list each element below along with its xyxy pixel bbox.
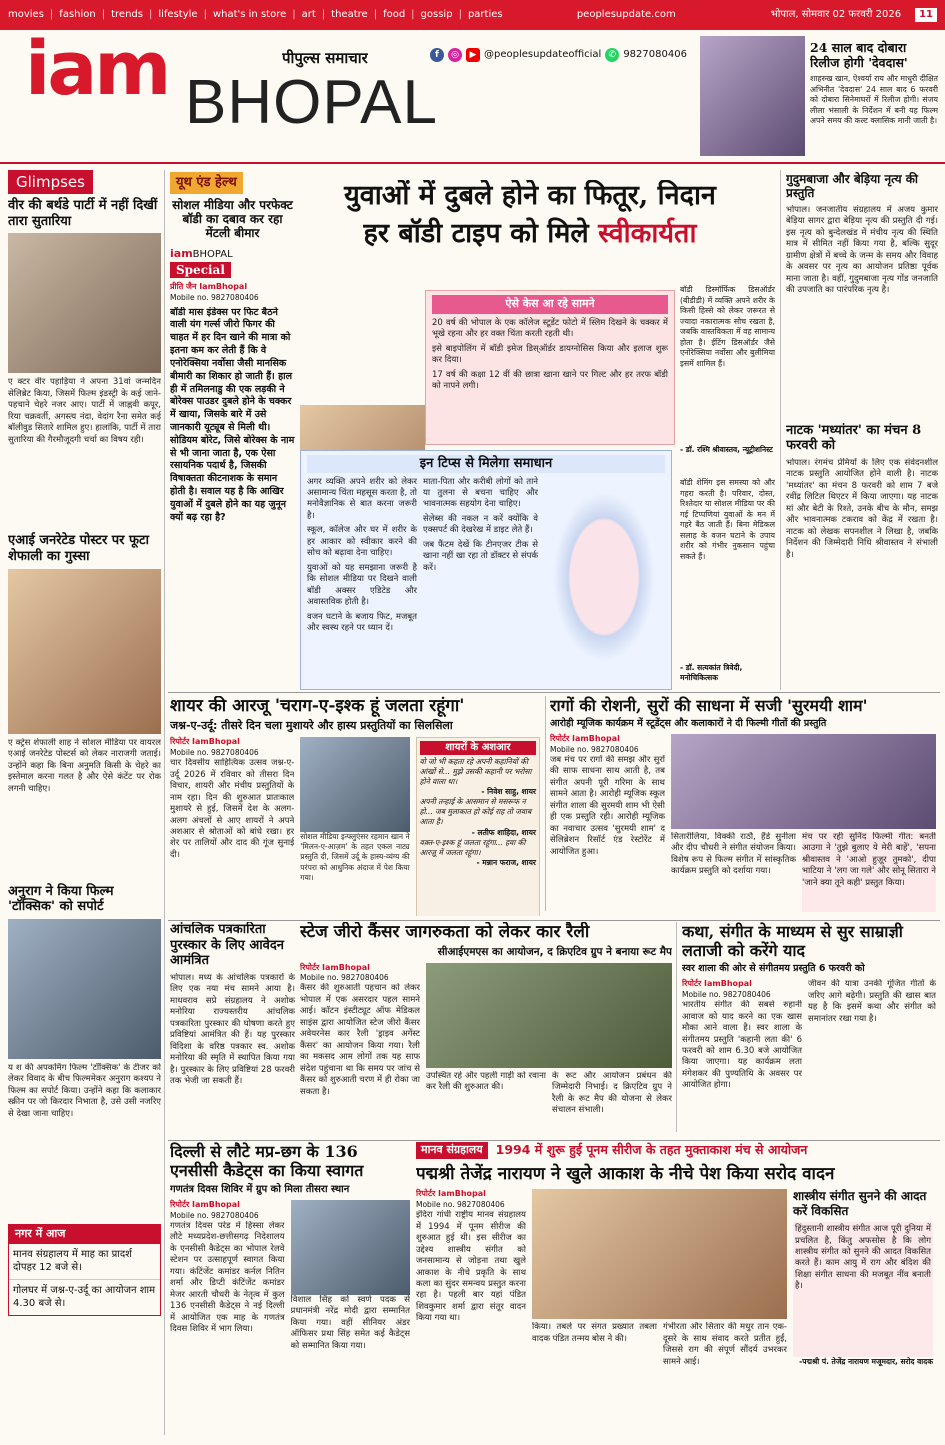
vir-photo (8, 233, 161, 373)
manav-label: मानव संग्रहालय (416, 1142, 488, 1159)
case-2: इसे बाइपोलिंग में बॉडी इमेज डिस्ऑर्डर डायग्नोसिस किया और इलाज शुरू कर दिया। (432, 343, 668, 366)
social-handle[interactable]: @peoplesupdateofficial (484, 49, 602, 61)
glimpse2-title: एआई जनरेटेड पोस्टर पर फूटा शेफाली का गुस्सा (8, 533, 149, 565)
manav-topline: 1994 में शुरू हुई पूनम सीरीज के तहत मुक्ताकाश मंच से आयोजन (495, 1142, 808, 1157)
quote-2-by: - लतीफ शाहिदा, शायर (471, 827, 536, 837)
car-rally-photo (426, 963, 672, 1068)
shayar-headline: शायर की आरजू 'चराग-ए-इश्क हूं जलता रहूंगा' (170, 696, 465, 716)
cancer-section (300, 922, 672, 1137)
youth-byline: प्रीति जैन IamBhopal (170, 281, 248, 291)
lata-divider (676, 922, 677, 1132)
expert2-box (680, 478, 775, 688)
devdas-photo (700, 36, 805, 156)
lata-headline: कथा, संगीत के माध्यम से सुर साम्राज्ञी लताजी को करेंगे याद (682, 922, 903, 961)
youtube-icon[interactable]: ▶ (466, 48, 480, 62)
cancer-sub: सीआईएमएस का आयोजन, द क्रिएटिव ग्रुप ने बनाया रूट मैप (437, 946, 672, 959)
glimpse2-text: ए क्ट्रेस शेफाली शाह ने सोशल मीडिया पर वायरल एआई जनरेटेड पोस्टर्स को लेकर नाराजगी जताई। उन्होंने कहा कि बिना अनुमति किसी के चेहरे का इस्तेमाल करना गलत है और ऐसे कंटेंट पर रोक लगनी चाहिए। (8, 737, 161, 794)
anurag-photo (8, 919, 161, 1059)
shayar-photo (300, 737, 409, 832)
manav-side (793, 1189, 933, 1405)
manav-text: इंदिरा गांधी राष्ट्रीय मानव संग्रहालय में 1994 में पूनम सीरीज की शुरुआत हुई थी। इस सीरीज का उद्देश्य शास्त्रीय संगीत को जनसामान्य से जोड़ना तथा खुले आकाश के नीचे प्रकृति के साथ कला का सुंदर समन्वय प्रस्तुत करना रहा है। पहली बार यहां पंडित शिवकुमार शर्मा द्वारा संतूर वादन किया गया था। (416, 1210, 526, 1324)
tip-6: सेलेब्स की नकल न करें क्योंकि वे एक्सपर्ट की देखरेख में डाइट लेते हैं। (423, 513, 538, 536)
nav-lifestyle[interactable]: lifestyle (158, 9, 198, 21)
lata-section (682, 922, 938, 1137)
expert2-name: - डॉ. सत्यकांत त्रिवेदी, मनोचिकित्सक (680, 663, 743, 683)
expert1-quote: बॉडी डिस्मॉर्फिक डिसऑर्डर (बीडीडी) में व्यक्ति अपने शरीर के किसी हिस्से को लेकर जरूरत से ज्यादा नकारात्मक सोच रखता है, जबकि वास्तविकता में वह सामान्य होता है। ईटिंग डिसऑर्डर जैसे एनोरेक्सिया नर्वोसा और बुलीमिया इसमें शामिल हैं। (680, 285, 775, 368)
youth-headline-2: हर बॉडी टाइप को मिले (363, 218, 589, 250)
whatsapp-icon[interactable]: ✆ (605, 48, 619, 62)
raag-photo (671, 734, 936, 829)
glimpse1-title: वीर की बर्थडे पार्टी में नहीं दिखीं तारा सुतारिया (8, 198, 158, 229)
tip-2: स्कूल, कॉलेज और घर में शरीर के हर आकार को स्वीकार करने की सोच को बढ़ावा देना चाहिए। (307, 525, 417, 559)
nav-movies[interactable]: movies (8, 9, 44, 21)
rule-2 (168, 920, 940, 921)
raag-quote: मंच पर रही सुनिंद फिल्मी गीत: बनती आउगा ने 'तुझे बुलाए ये मेरी बाहें', 'सपना श्रीवास्तव ने 'आओ हुज़ूर तुमको', दीपा भाटिया ने 'लग जा गले' और सोनू सितारा ने 'जाने क्या तूने कही' प्रस्तुत किया। (802, 832, 936, 912)
social-strip (430, 48, 687, 62)
tips-box (300, 450, 672, 690)
manav-headline: पद्मश्री तेजेंद्र नारायण ने खुले आकाश के नीचे पेश किया सरोद वादन (416, 1163, 835, 1184)
lata-byline: रिपोर्टर IamBhopal (682, 979, 752, 989)
raag-section (550, 696, 940, 916)
tip-3: युवाओं को यह समझाना जरूरी है कि सोशल मीडिया पर दिखने वाली बॉडी अक्सर एडिटेड और अवास्तविक होती है। (307, 562, 417, 608)
nav-art[interactable]: art (301, 9, 316, 21)
nav-trends[interactable]: trends (111, 9, 143, 21)
masthead-rule (0, 162, 945, 164)
logo-city: BHOPAL (185, 72, 438, 134)
manav-section (416, 1142, 938, 1440)
quote-2: अपनी तन्हाई के आसमान से मसरूफ न हो... जब मुलाकात हो कोई राह तो जवाब आता है। (419, 797, 532, 827)
cancer-mobile: Mobile no. 9827080406 (300, 973, 389, 983)
rule-3 (168, 1140, 940, 1141)
quote-1: वो जो भी कहता रहे अपनी कहानियों की आंखों से... मुझे उसकी कहानी पर भरोसा होने वाला था। (419, 756, 532, 786)
shefali-photo (8, 569, 161, 734)
logo-iam: iam (25, 36, 169, 103)
ncc-sub: गणतंत्र दिवस शिविर में ग्रुप को मिला तीसरा स्थान (170, 1184, 350, 1196)
paper-name: पीपुल्स समाचार (282, 49, 368, 67)
glimpse1-text: ए क्टर वीर पहाड़िया ने अपना 31वां जन्मदिन सेलिब्रेट किया, जिसमें फिल्म इंडस्ट्री के कई जाने-पहचाने चेहरे नजर आए। पार्टी में जाह्नवी कपूर, रिया चक्रवर्ती, अगस्त्य नंदा, वेदांग रैना समेत कई बॉलीवुड सितारे शामिल हुए। हालांकि, पार्टी में तारा सुतारिया की गैरमौजूदगी चर्चा का विषय रही। (8, 377, 161, 445)
right-divider (780, 170, 781, 690)
youth-headline (300, 180, 760, 290)
youth-mobile: Mobile no. 9827080406 (170, 292, 259, 302)
cancer-byline: रिपोर्टर IamBhopal (300, 962, 370, 972)
glimpse3-text: य श की अपकमिंग फिल्म 'टॉक्सिक' के टीजर को लेकर विवाद के बीच फिल्ममेकर अनुराग कश्यप ने फिल्म का सपोर्ट किया। उन्होंने कहा कि कलाकार स्क्रीन पर जो किरदार निभाता है, उसे उसी नजरिए से देखा जाना चाहिए। (8, 1062, 161, 1119)
tip-5: माता-पिता और करीबी लोगों को ताने या तुलना से बचना चाहिए और भावनात्मक सहयोग देना चाहिए। (423, 476, 538, 510)
shayar-caption: सोशल मीडिया इन्फ्लुएंसर रहमान खान ने 'मिलन-ए-आज़म' के तहत एकल नाट्य प्रस्तुति दी, जिसमें उर्दू के हास्य-व्यंग्य की परंपरा को आधुनिक अंदाज में पेश किया गया। (300, 832, 410, 882)
nav-theatre[interactable]: theatre (331, 9, 368, 21)
nav-fashion[interactable]: fashion (59, 9, 96, 21)
quote-3-by: - मन्नान फराज, शायर (476, 857, 536, 867)
youth-headline-1: युवाओं में दुबले होने का फितूर, निदान (344, 180, 716, 211)
page-number: 11 (915, 8, 937, 22)
naagar-item-2: गोलघर में जश्न-ए-उर्दू का आयोजन शाम 4.30 बजे से। (9, 1279, 160, 1315)
youth-headline-accent: स्वीकार्यता (598, 218, 697, 250)
shayar-text: चार दिवसीय साहित्यिक उत्सव जश्न-ए-उर्दू 2026 में रविवार को तीसरा दिन विचार, शायरी और मंचीय प्रस्तुतियों के नाम रहा। दिन की शुरुआत प्रातःकाल मुशायरे से हुई, जिसमें देश के अलग-अलग अंचलों से आए शायरों ने अपने अशआर से श्रोताओं को बांधे रखा। हर शेर पर तालियों और दाद की गूंज सुनाई दी। (170, 758, 295, 860)
shayar-quote-head: शायरों के अशआर (420, 741, 536, 755)
lata-text2: जीवन की यात्रा उनकी गूंजित गीतों के जरिए आगे बढ़ेगी। प्रस्तुति की खास बात यह है कि इसमें कथा और संगीत को समानांतर रखा गया है। (808, 979, 936, 1024)
shayar-section (170, 696, 540, 916)
youth-lead: बॉडी मास इंडेक्स पर फिट बैठने वाली यंग गर्ल्स जीरो फिगर की चाहत में हर दिन खाने की मात्रा को इतना कम कर लेती हैं कि वे एनोरेक्सिया नर्वोसा जैसी मानसिक बीमारी का शिकार हो जाती हैं। हाल ही में तमिलनाडु की एक लड़की ने बोरेक्स पाउडर दुबले होने के चक्कर में खाया, जिसके बारे में उसे जानकारी यूट्यूब से मिली थी। सोडियम बोरेट, जिसे बोरेक्स के नाम से भी जाना जाता है, एक ऐसा रसायनिक पदार्थ है, जिसकी विषाक्तता कीटनाशक के समान होती है। सवाल यह है कि आखिर युवाओं में दुबले होने का यह जुनून क्यों बढ़ रहा है? (170, 306, 295, 523)
case-3: 17 वर्ष की कक्षा 12 वीं की छात्रा खाना खाने पर गिल्ट और हर तरफ बॉडी को नापने लगी। (432, 369, 668, 392)
special-tag: iamBHOPAL Special (170, 246, 233, 277)
tip-7: जब फैंटम देखें कि टीनएजर टीक से खाना नहीं खा रहा तो डॉक्टर से संपर्क करें। (423, 539, 538, 573)
ncc-text: गणतंत्र दिवस परेड में हिस्सा लेकर लौटे मध्यप्रदेश-छत्तीसगढ़ निदेशालय के एनसीसी कैडेट्स का भोपाल रेलवे स्टेशन पर उत्साहपूर्ण स्वागत किया गया। कंटिंजेंट कमांडर कर्नल नितिन शर्मा और डिप्टी कंटिंजेंट कमांडर मेजर आरती चौधरी के नेतृत्व में कुल 136 एनसीसी कैडेट्स ने नई दिल्ली में आयोजित एक माह के गणतंत्र दिवस शिविर में भाग लिया। (170, 1220, 285, 1335)
manav-side-title: शास्त्रीय संगीत सुनने की आदत करें विकसित (793, 1189, 927, 1218)
aanchalik-title: आंचलिक पत्रकारिता पुरस्कार के लिए आवेदन आमंत्रित (170, 922, 284, 969)
expert2-quote: बॉडी शेमिंग इस समस्या को और गहरा करती है। परिवार, दोस्त, रिश्तेदार या सोशल मीडिया पर की गई टिप्पणियां युवाओं के मन में गहरे बैठ जाती हैं। बिना मेडिकल सलाह के वजन घटाने के उपाय शरीर को गंभीर नुकसान पहुंचा सकते हैं। (680, 478, 775, 561)
shayar-quotes (416, 737, 540, 916)
right1-text: भोपाल। जनजातीय संग्रहालय में अजय कुमार बेड़िया सागर द्वारा बेड़िया नृत्य की प्रस्तुति दी गई। इस नृत्य को बुन्देलखंड में मंचीय नृत्य की स्थिति मात्र में सीमित नहीं किया गया है, बल्कि सुदूर ग्रामीण क्षेत्रों में बच्चे के जन्म के समय और विवाह के अवसर पर नृत्य का आयोजन प्रतिष्ठा पूर्वक माना जाता है। वहीं, गुदुमबाजा नृत्य गोंड जनजाति की उपजाति का पारंपरिक नृत्य है। (786, 204, 938, 296)
raag-divider (545, 696, 546, 911)
manav-mobile: Mobile no. 9827080406 (416, 1200, 505, 1210)
nav-food[interactable]: food (383, 9, 406, 21)
cases-head: ऐसे केस आ रहे सामने (432, 295, 668, 314)
quote-1-by: - निवेश साहु, शायर (481, 787, 536, 797)
ncc-byline: रिपोर्टर IamBhopal (170, 1199, 240, 1209)
right2-text: भोपाल। रंगमंच प्रेमियों के लिए एक संवेदनशील नाटक प्रस्तुति आयोजित होने वाली है। नाटक 'मध्यांतर' का मंचन 8 फरवरी को शाम 7 बजे रवींद्र लिटिल थिएटर में किया जाएगा। यह नाटक मां और बेटी के रिश्ते, उनके बीच के मौन, समझ और भावनात्मक टकराव को केंद्र में रखता है। नाटक को लेखक सपनशील ने लिखा है, जबकि निर्देशन की जिम्मेदारी निधि श्रीवास्तव ने संभाली है। (786, 457, 938, 560)
shayar-mobile: Mobile no. 9827080406 (170, 748, 259, 758)
col-divider (164, 170, 165, 1435)
sarod-photo (532, 1189, 787, 1319)
aanchalik-text: भोपाल। मध्य के आंचलिक पत्रकारों के लिए एक नया मंच सामने आया है। माधवराव सप्रे संग्रहालय ने अशोक मनोरिया राज्यस्तरीय आंचलिक पत्रकारिता पुरस्कार की घोषणा करते हुए प्रविष्टियां आमंत्रित की हैं। यह पुरस्कार विदिशा के वरिष्ठ पत्रकार स्व. अशोक मनोरिया की स्मृति में स्थापित किया गया है। पुरस्कार के लिए प्रविष्टियां 28 फरवरी तक भेजी जा सकती हैं। (170, 972, 295, 1086)
raag-text2: सितारीलिया, विक्की राठौ, हैंडे सुनीला और दीप चौधरी ने संगीत संयोजन किया। विशेष रूप से फिल्म संगीत में सांस्कृतिक कार्यक्रम प्रस्तुति को दर्शाया गया। (671, 832, 796, 877)
shayar-sub: जश्न-ए-उर्दू: तीसरे दिन चला मुशायरे और हास्य प्रस्तुतियों का सिलसिला (170, 719, 453, 733)
lata-mobile: Mobile no. 9827080406 (682, 989, 771, 999)
instagram-icon[interactable]: ◎ (448, 48, 462, 62)
glimpse3-title: अनुराग ने किया फिल्म 'टॉक्सिक' को सपोर्ट (8, 883, 114, 915)
site-url[interactable]: peoplesupdate.com (576, 9, 676, 21)
cancer-text2: के रूट और आयोजन प्रबंधन की जिम्मेदारी निभाई। द क्रिएटिव ग्रुप ने रैली के रूट मैप की योजना से लेकर संचालन संभाली। (552, 1070, 672, 1115)
mid-rule (168, 692, 940, 693)
tip-1: अगर व्यक्ति अपने शरीर को लेकर असामान्य चिंता महसूस करता है, तो मनोवैज्ञानिक से बात करना जरूरी है। (307, 476, 417, 521)
top-bar (0, 0, 945, 30)
section-nav: movies | fashion | trends | lifestyle | what's in store | art | theatre | food | gossip | parties (8, 9, 503, 21)
ncc-headline: दिल्ली से लौटे मप्र-छग के 136 एनसीसी कैडेट्स का किया स्वागत (170, 1142, 364, 1181)
shayar-byline: रिपोर्टर IamBhopal (170, 737, 240, 747)
manav-side-by: -पद्मश्री पं. तेजेंद्र नारायण मजूमदार, सरोद वादक (799, 1357, 933, 1367)
mirror-illustration (544, 477, 664, 677)
expert1-box (680, 285, 775, 475)
cancer-headline: स्टेज जीरो कैंसर जागरुकता को लेकर कार रैली (300, 922, 590, 942)
ncc-photo (291, 1200, 410, 1295)
devdas-title: 24 साल बाद दोबारा रिलीज होगी 'देवदास' (810, 40, 908, 70)
manav-caption: किया। तबले पर संगत प्रख्यात तबला वादक पंडित तन्मय बोस ने की। (532, 1322, 657, 1344)
raag-byline: रिपोर्टर IamBhopal (550, 734, 620, 743)
ncc-section (170, 1142, 410, 1440)
cancer-text: कैंसर की शुरुआती पहचान को लेकर भोपाल में एक असरदार पहल सामने आई। कॉटन इंस्टीट्यूट ऑफ मेडिकल साइंस द्वारा आयोजित स्टेज जीरो कैंसर अवेयरनेस कार रैली 'ड्राइव अगेंस्ट कैंसर' का आयोजन किया गया। रैली का मकसद आम लोगों तक यह साफ संदेश पहुंचाना था कि समय पर जांच से कैंसर को शुरुआती चरण में ही रोका जा सकता है। (300, 983, 420, 1097)
cases-box (425, 290, 675, 445)
cancer-caption: उपस्थित रहे और पहली गाड़ी को रवाना कर रैली की शुरुआत की। (426, 1070, 546, 1093)
nav-whats-in-store[interactable]: what's in store (212, 9, 287, 21)
manav-side-text: हिंदुस्तानी शास्त्रीय संगीत आज पूरी दुनिया में प्रचलित है, किंतु अफसोस है कि लोग शास्त्रीय संगीत को सुनने की आदत विकसित करते हैं। काम आयु में राग और बंदिश की शिक्षा संगीत साधना की मजबूत नींव बनाती है। (793, 1222, 933, 1357)
right-column (786, 172, 938, 692)
raag-text: जब मंच पर रागों की समझ और सुरों की साफ साधना साथ आती है, तब संगीत अपनी पूरी गरिमा के साथ सामने आता है। आरोही म्यूजिक स्कूल संगीत शाला की सुरमयी शाम भी ऐसी ही एक प्रस्तुति रही। आरोही म्यूजिक का नवाचार उत्सव 'सुरमयी शाम' द सेलिब्रेशन रिसॉर्ट एंड रेस्टोरेंट में आयोजित हुआ। (550, 754, 665, 857)
naagar-box (8, 1224, 161, 1316)
glimpses-label: Glimpses (8, 170, 93, 194)
phone-number: 9827080406 (623, 49, 687, 61)
lata-sub: स्वर शाला की ओर से संगीतमय प्रस्तुति 6 फरवरी को (682, 963, 865, 975)
raag-headline: रागों की रोशनी, सुरों की साधना में सजी 'सुरमयी शाम' (550, 696, 868, 715)
nav-gossip[interactable]: gossip (420, 9, 453, 21)
naagar-label: नगर में आज (9, 1225, 160, 1244)
nav-parties[interactable]: parties (467, 9, 503, 21)
youth-subtitle: सोशल मीडिया और परफेक्ट बॉडी का दबाव कर रहा मेंटली बीमार (172, 197, 293, 241)
manav-byline: रिपोर्टर IamBhopal (416, 1189, 486, 1199)
youth-section (170, 172, 295, 672)
raag-sub: आरोही म्यूजिक कार्यक्रम में स्टूडेंट्स और कलाकारों ने दी फिल्मी गीतों की प्रस्तुति (550, 718, 827, 730)
youth-label: यूथ एंड हेल्थ (170, 172, 243, 194)
date-line: भोपाल, सोमवार 02 फरवरी 2026 (770, 9, 902, 21)
aanchalik-section (170, 922, 295, 1137)
naagar-item-1: मानव संग्रहालय में माह का प्रादर्श दोपहर 12 बजे से। (13, 1248, 132, 1274)
ncc-text2: विशाल सिंह को स्वर्ण पदक से प्रधानमंत्री नरेंद्र मोदी द्वारा सम्मानित किया गया। वहीं सीनियर अंडर ऑफिसर प्रथा सिंह समेत कई कैडेट्स को सम्मानित किया गया। (290, 1294, 410, 1351)
case-1: 20 वर्ष की भोपाल के एक कॉलेज स्टूडेंट फोटो में स्लिम दिखने के चक्कर में भूखे रहना और हर वक्त चिंता करती रहती थी। (432, 317, 668, 340)
right2-title: नाटक 'मध्यांतर' का मंचन 8 फरवरी को (786, 422, 922, 454)
devdas-story (810, 40, 938, 160)
special-label: Special (170, 262, 231, 278)
facebook-icon[interactable]: f (430, 48, 444, 62)
manav-text2: गंभीरता और सितार की मधुर तान एक-दूसरे के साथ संवाद करते प्रतीत हुईं, जिससे राग की संपूर्ण सौंदर्य उभरकर सामने आई। (663, 1322, 787, 1367)
tip-4: वजन घटाने के बजाय फिट, मजबूत और स्वस्थ रहने पर ध्यान दें। (307, 611, 417, 634)
tips-head: इन टिप्स से मिलेगा समाधान (307, 455, 665, 473)
raag-mobile: Mobile no. 9827080406 (550, 744, 639, 754)
devdas-text: शाहरुख खान, ऐश्वर्या राय और माधुरी दीक्षित अभिनीत 'देवदास' 24 साल बाद 6 फरवरी को दोबारा सिनेमाघरों में रिलीज होगी। संजय लीला भंसाली के निर्देशन में बनी यह फिल्म अपने समय की कल्ट क्लासिक मानी जाती है। (810, 74, 938, 126)
quote-3: वक़्त-ए-इश्क हूं जलता रहूंगा... हवा की आरज़ू में जलता रहूंगा। (419, 837, 526, 857)
expert1-name: - डॉ. रश्मि श्रीवास्तव, न्यूट्रीशनिस्ट (680, 445, 773, 454)
right1-title: गुदुमबाजा और बेड़िया नृत्य की प्रस्तुति (786, 172, 919, 201)
glimpses-column (8, 170, 161, 1440)
ncc-mobile: Mobile no. 9827080406 (170, 1210, 259, 1220)
lata-text: भारतीय संगीत की सबसे रुहानी आवाज को याद करने का एक खास मौका आने वाला है। स्वर शाला के संगीतमय प्रस्तुति 'कहानी लता की' 6 फरवरी को शाम 6.30 बजे आयोजित किया जाएगा। यह कार्यक्रम लता मंगेशकर की पुण्यतिथि के अवसर पर आयोजित होगा। (682, 1000, 802, 1091)
